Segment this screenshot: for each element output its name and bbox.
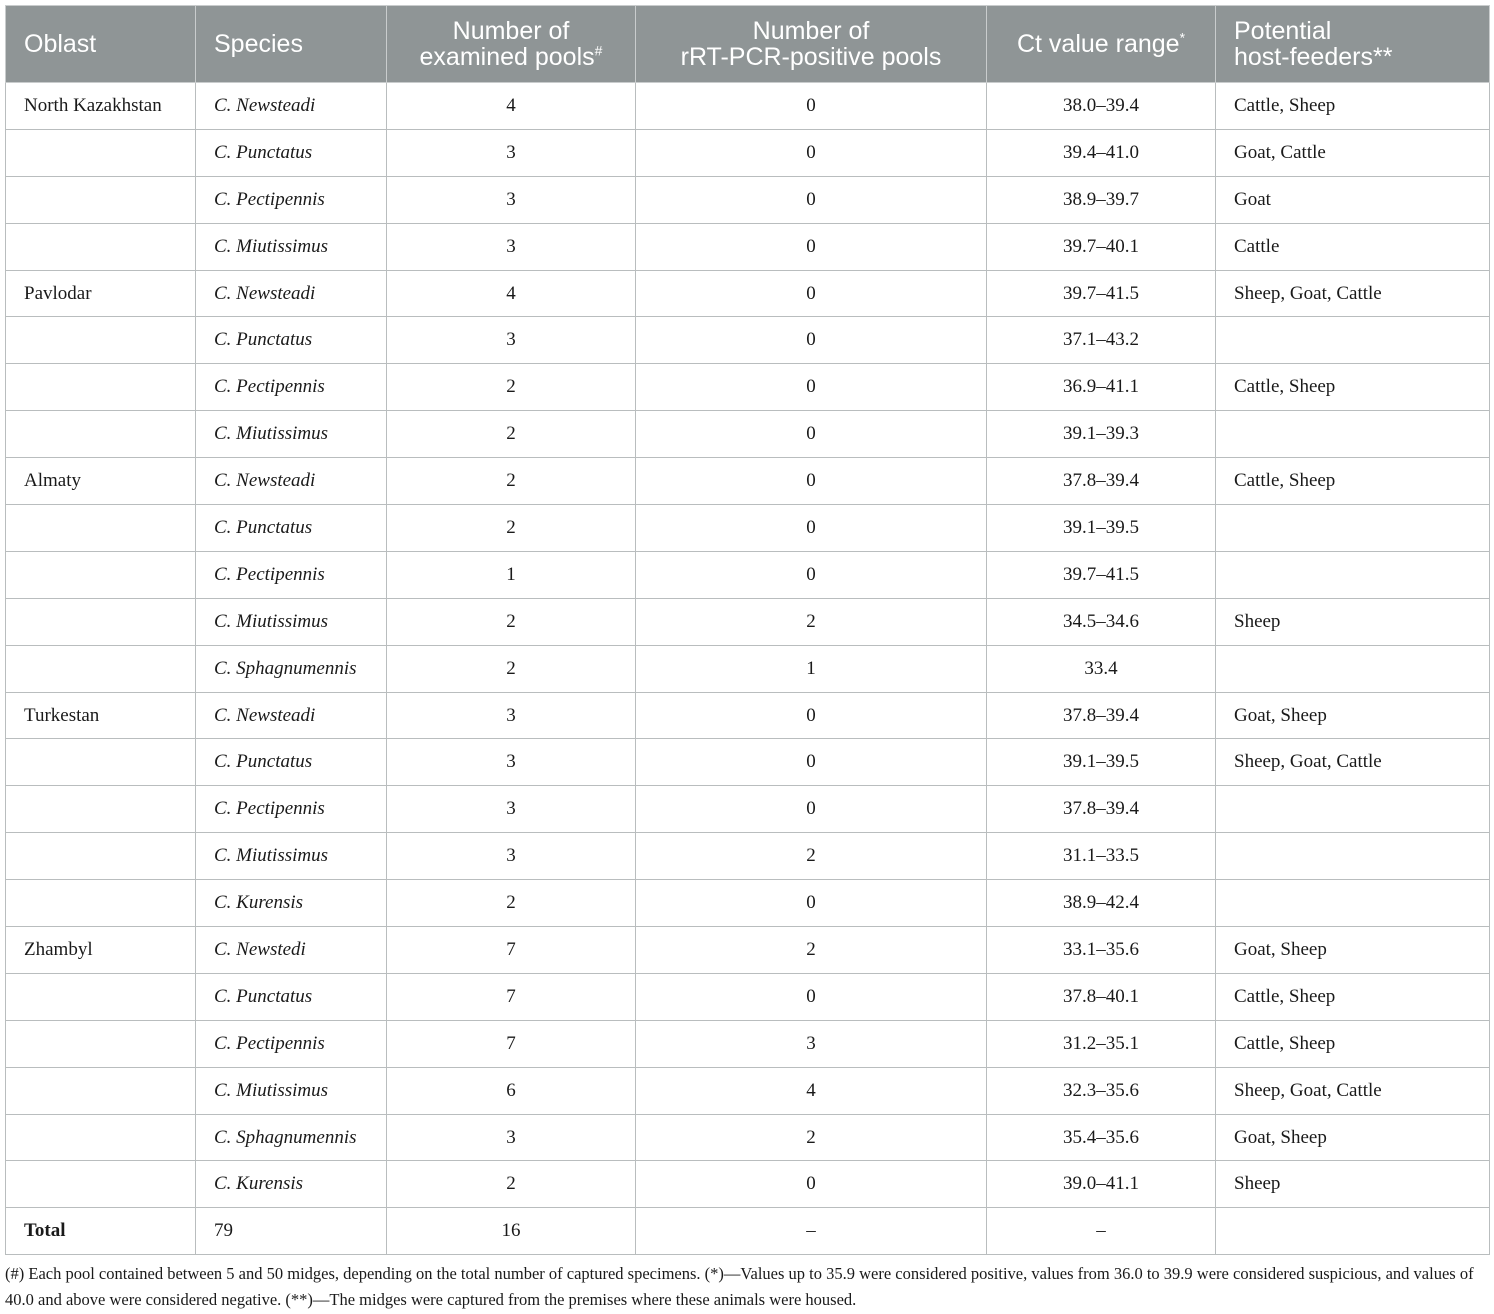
- species-cell: C. Punctatus: [196, 129, 387, 176]
- positive-cell: 0: [636, 270, 987, 317]
- table-row: [6, 880, 1490, 927]
- species-cell: C. Miutissimus: [196, 411, 387, 458]
- table-body: [6, 83, 1490, 1255]
- table-row: [6, 364, 1490, 411]
- examined-cell: 2: [387, 411, 636, 458]
- ct-range-cell: 39.7–40.1: [987, 223, 1216, 270]
- table-row: [6, 1067, 1490, 1114]
- positive-cell: 0: [636, 692, 987, 739]
- ct-range-cell: 37.8–39.4: [987, 692, 1216, 739]
- hosts-cell: Sheep: [1216, 598, 1490, 645]
- header-hosts-line1: Potential: [1234, 17, 1332, 45]
- positive-cell: 3: [636, 1020, 987, 1067]
- positive-cell: 4: [636, 1067, 987, 1114]
- examined-cell: 3: [387, 786, 636, 833]
- examined-cell: 7: [387, 973, 636, 1020]
- species-cell: C. Miutissimus: [196, 598, 387, 645]
- header-hosts-line2: host-feeders**: [1234, 43, 1393, 71]
- header-species: Species: [196, 6, 387, 83]
- total-label: Total: [6, 1208, 196, 1255]
- hosts-cell: Sheep, Goat, Cattle: [1216, 270, 1490, 317]
- oblast-cell: North Kazakhstan: [6, 83, 196, 130]
- ct-range-cell: 36.9–41.1: [987, 364, 1216, 411]
- oblast-cell: [6, 880, 196, 927]
- hosts-cell: Cattle, Sheep: [1216, 364, 1490, 411]
- ct-range-cell: 32.3–35.6: [987, 1067, 1216, 1114]
- header-positive: [636, 6, 987, 83]
- hosts-cell: [1216, 833, 1490, 880]
- examined-cell: 3: [387, 739, 636, 786]
- table-row: [6, 83, 1490, 130]
- oblast-cell: [6, 833, 196, 880]
- oblast-cell: [6, 598, 196, 645]
- species-cell: C. Newsteadi: [196, 270, 387, 317]
- table-row: [6, 692, 1490, 739]
- ct-range-cell: 39.1–39.5: [987, 505, 1216, 552]
- header-examined-mark: #: [594, 42, 603, 59]
- hosts-cell: [1216, 411, 1490, 458]
- species-cell: C. Kurensis: [196, 1161, 387, 1208]
- header-ct-range: [987, 6, 1216, 83]
- examined-cell: 7: [387, 1020, 636, 1067]
- species-cell: C. Pectipennis: [196, 1020, 387, 1067]
- ct-range-cell: 37.8–40.1: [987, 973, 1216, 1020]
- table-footnote: (#) Each pool contained between 5 and 50 midges, depending on the total number of captured specimens. (*)—Values up to 35.9 were considered positive, values from 36.0 to 39.9 were considered suspicious, and values of 40.0 and above were considered negative. (**)—The midges were captured from the premises where these animals were housed.: [5, 1264, 1474, 1310]
- species-cell: C. Punctatus: [196, 739, 387, 786]
- examined-cell: 3: [387, 1114, 636, 1161]
- ct-range-cell: 39.1–39.5: [987, 739, 1216, 786]
- ct-range-cell: 33.4: [987, 645, 1216, 692]
- hosts-cell: Cattle, Sheep: [1216, 1020, 1490, 1067]
- header-hosts: [1216, 6, 1490, 83]
- ct-range-cell: 37.8–39.4: [987, 786, 1216, 833]
- oblast-cell: [6, 129, 196, 176]
- ct-range-cell: 33.1–35.6: [987, 927, 1216, 974]
- positive-cell: 0: [636, 129, 987, 176]
- header-examined: [387, 6, 636, 83]
- ct-range-cell: 39.7–41.5: [987, 270, 1216, 317]
- examined-cell: 6: [387, 1067, 636, 1114]
- header-positive-line1: Number of: [752, 17, 870, 45]
- examined-cell: 3: [387, 692, 636, 739]
- positive-cell: 0: [636, 176, 987, 223]
- species-cell: C. Pectipennis: [196, 364, 387, 411]
- table-row: [6, 786, 1490, 833]
- oblast-cell: Zhambyl: [6, 927, 196, 974]
- total-hosts-cell: [1216, 1208, 1490, 1255]
- hosts-cell: Sheep, Goat, Cattle: [1216, 1067, 1490, 1114]
- table-row: [6, 317, 1490, 364]
- hosts-cell: Goat, Sheep: [1216, 1114, 1490, 1161]
- oblast-cell: [6, 973, 196, 1020]
- table-row: [6, 458, 1490, 505]
- ct-range-cell: 31.1–33.5: [987, 833, 1216, 880]
- oblast-cell: [6, 176, 196, 223]
- hosts-cell: Cattle: [1216, 223, 1490, 270]
- hosts-cell: [1216, 551, 1490, 598]
- hosts-cell: Goat: [1216, 176, 1490, 223]
- species-cell: C. Sphagnumennis: [196, 645, 387, 692]
- positive-cell: 0: [636, 1161, 987, 1208]
- hosts-cell: Goat, Sheep: [1216, 692, 1490, 739]
- table-row: [6, 223, 1490, 270]
- results-table: [5, 5, 1490, 1255]
- oblast-cell: [6, 411, 196, 458]
- positive-cell: 0: [636, 458, 987, 505]
- examined-cell: 3: [387, 223, 636, 270]
- examined-cell: 3: [387, 176, 636, 223]
- total-examined-cell: 16: [387, 1208, 636, 1255]
- header-ct-mark: *: [1179, 29, 1186, 46]
- species-cell: C. Miutissimus: [196, 1067, 387, 1114]
- table-row: [6, 411, 1490, 458]
- examined-cell: 4: [387, 83, 636, 130]
- oblast-cell: [6, 1114, 196, 1161]
- species-cell: C. Newsteadi: [196, 458, 387, 505]
- hosts-cell: [1216, 880, 1490, 927]
- ct-range-cell: 35.4–35.6: [987, 1114, 1216, 1161]
- total-ct-cell: –: [987, 1208, 1216, 1255]
- header-examined-line1: Number of: [452, 17, 570, 45]
- table-row: [6, 1020, 1490, 1067]
- table-row: [6, 645, 1490, 692]
- positive-cell: 1: [636, 645, 987, 692]
- hosts-cell: [1216, 505, 1490, 552]
- examined-cell: 2: [387, 458, 636, 505]
- positive-cell: 2: [636, 1114, 987, 1161]
- table-row: [6, 176, 1490, 223]
- examined-cell: 2: [387, 1161, 636, 1208]
- ct-range-cell: 31.2–35.1: [987, 1020, 1216, 1067]
- examined-cell: 3: [387, 317, 636, 364]
- examined-cell: 4: [387, 270, 636, 317]
- species-cell: C. Newsteadi: [196, 692, 387, 739]
- examined-cell: 2: [387, 598, 636, 645]
- oblast-cell: Almaty: [6, 458, 196, 505]
- ct-range-cell: 39.1–39.3: [987, 411, 1216, 458]
- ct-range-cell: 37.8–39.4: [987, 458, 1216, 505]
- species-cell: C. Kurensis: [196, 880, 387, 927]
- oblast-cell: [6, 786, 196, 833]
- header-examined-line2: examined pools: [419, 43, 595, 71]
- positive-cell: 0: [636, 973, 987, 1020]
- positive-cell: 0: [636, 364, 987, 411]
- examined-cell: 3: [387, 833, 636, 880]
- table-row: [6, 551, 1490, 598]
- species-cell: C. Pectipennis: [196, 786, 387, 833]
- positive-cell: 2: [636, 927, 987, 974]
- hosts-cell: [1216, 786, 1490, 833]
- positive-cell: 2: [636, 598, 987, 645]
- total-species-cell: 79: [196, 1208, 387, 1255]
- species-cell: C. Miutissimus: [196, 223, 387, 270]
- species-cell: C. Punctatus: [196, 505, 387, 552]
- positive-cell: 2: [636, 833, 987, 880]
- hosts-cell: [1216, 317, 1490, 364]
- examined-cell: 2: [387, 505, 636, 552]
- oblast-cell: [6, 1020, 196, 1067]
- oblast-cell: [6, 317, 196, 364]
- ct-range-cell: 38.0–39.4: [987, 83, 1216, 130]
- hosts-cell: Sheep, Goat, Cattle: [1216, 739, 1490, 786]
- species-cell: C. Sphagnumennis: [196, 1114, 387, 1161]
- positive-cell: 0: [636, 223, 987, 270]
- table-row: [6, 973, 1490, 1020]
- oblast-cell: [6, 364, 196, 411]
- ct-range-cell: 34.5–34.6: [987, 598, 1216, 645]
- examined-cell: 7: [387, 927, 636, 974]
- ct-range-cell: 37.1–43.2: [987, 317, 1216, 364]
- species-cell: C. Pectipennis: [196, 551, 387, 598]
- hosts-cell: Goat, Cattle: [1216, 129, 1490, 176]
- species-cell: C. Newsteadi: [196, 83, 387, 130]
- ct-range-cell: 38.9–39.7: [987, 176, 1216, 223]
- table-container: [5, 5, 1489, 1313]
- hosts-cell: Cattle, Sheep: [1216, 458, 1490, 505]
- positive-cell: 0: [636, 551, 987, 598]
- table-row: [6, 505, 1490, 552]
- oblast-cell: [6, 645, 196, 692]
- examined-cell: 2: [387, 364, 636, 411]
- oblast-cell: Turkestan: [6, 692, 196, 739]
- positive-cell: 0: [636, 411, 987, 458]
- species-cell: C. Pectipennis: [196, 176, 387, 223]
- examined-cell: 1: [387, 551, 636, 598]
- positive-cell: 0: [636, 317, 987, 364]
- table-row: [6, 739, 1490, 786]
- hosts-cell: Cattle, Sheep: [1216, 973, 1490, 1020]
- table-row: [6, 129, 1490, 176]
- ct-range-cell: 39.4–41.0: [987, 129, 1216, 176]
- ct-range-cell: 39.0–41.1: [987, 1161, 1216, 1208]
- total-positive-cell: –: [636, 1208, 987, 1255]
- oblast-cell: [6, 223, 196, 270]
- ct-range-cell: 39.7–41.5: [987, 551, 1216, 598]
- examined-cell: 3: [387, 129, 636, 176]
- oblast-cell: [6, 551, 196, 598]
- oblast-cell: [6, 739, 196, 786]
- table-row: [6, 270, 1490, 317]
- species-cell: C. Punctatus: [196, 317, 387, 364]
- hosts-cell: [1216, 645, 1490, 692]
- header-oblast: Oblast: [6, 6, 196, 83]
- total-row: [6, 1208, 1490, 1255]
- positive-cell: 0: [636, 786, 987, 833]
- examined-cell: 2: [387, 645, 636, 692]
- species-cell: C. Newstedi: [196, 927, 387, 974]
- species-cell: C. Punctatus: [196, 973, 387, 1020]
- table-row: [6, 1161, 1490, 1208]
- oblast-cell: [6, 1067, 196, 1114]
- positive-cell: 0: [636, 83, 987, 130]
- hosts-cell: Sheep: [1216, 1161, 1490, 1208]
- table-row: [6, 598, 1490, 645]
- positive-cell: 0: [636, 739, 987, 786]
- oblast-cell: [6, 1161, 196, 1208]
- examined-cell: 2: [387, 880, 636, 927]
- header-ct-label: Ct value range: [1016, 30, 1180, 58]
- table-row: [6, 833, 1490, 880]
- species-cell: C. Miutissimus: [196, 833, 387, 880]
- oblast-cell: Pavlodar: [6, 270, 196, 317]
- table-row: [6, 927, 1490, 974]
- header-row: [6, 6, 1490, 83]
- hosts-cell: Cattle, Sheep: [1216, 83, 1490, 130]
- positive-cell: 0: [636, 505, 987, 552]
- ct-range-cell: 38.9–42.4: [987, 880, 1216, 927]
- positive-cell: 0: [636, 880, 987, 927]
- oblast-cell: [6, 505, 196, 552]
- header-positive-line2: rRT-PCR-positive pools: [680, 43, 942, 71]
- table-row: [6, 1114, 1490, 1161]
- hosts-cell: Goat, Sheep: [1216, 927, 1490, 974]
